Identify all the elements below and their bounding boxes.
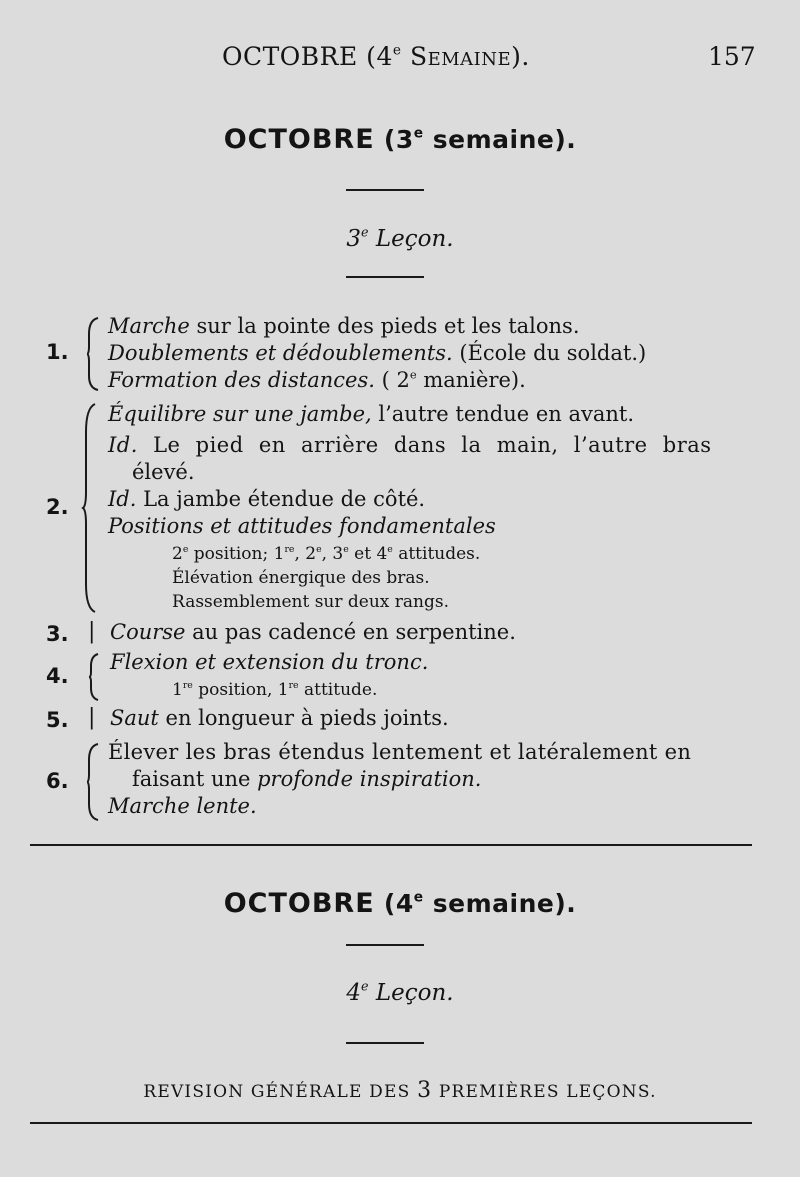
section-title-month: OCTOBRE: [223, 124, 375, 155]
sub-1-d-sup: e: [343, 544, 349, 555]
item-1-l3-end: manière).: [416, 368, 526, 392]
item-4-line-1: [110, 650, 428, 674]
revision-text-a: REVISION GÉNÉRALE DES: [143, 1082, 418, 1102]
item-1-l1-text: sur la pointe des pieds et les talons.: [189, 314, 580, 338]
sub-4-b: position, 1: [192, 680, 289, 700]
item-number-4: 4.: [46, 664, 69, 688]
item-3-l1-italic: Course: [110, 620, 186, 644]
item-2-l1-italic: Équilibre sur une jambe,: [108, 402, 372, 426]
item-2-l5-italic: Positions et attitudes fondamentales: [108, 514, 496, 538]
item-2-line-1: [108, 402, 634, 426]
item-number-3: 3.: [46, 622, 69, 646]
section-title-week: semaine).: [432, 125, 577, 154]
item-6-line-1: Élever les bras étendus lentement et latéralement en: [108, 740, 692, 764]
section-title-week3: [0, 124, 800, 155]
sub-1-c: , 2: [294, 544, 317, 564]
revision-line: [0, 1078, 800, 1103]
revision-text-b: PREMIÈRES LEÇONS.: [432, 1082, 657, 1102]
item-2-l1-text: l’autre tendue en avant.: [371, 402, 635, 426]
item-2-l4-text: La jambe étendue de côté.: [136, 487, 426, 511]
sub-4-a-sup: re: [182, 680, 193, 691]
lecon-number: 4: [346, 980, 362, 1006]
item-5-l1-italic: Saut: [110, 706, 159, 730]
sub-1-d: , 3: [321, 544, 344, 564]
sub-1-a-sup: e: [182, 544, 189, 555]
lecon-number: 3: [346, 226, 362, 252]
running-head-week: Semaine: [409, 42, 512, 71]
sub-4-c: attitude.: [298, 680, 378, 700]
item-2-line-2: [108, 433, 712, 457]
item-4-sub-1: [172, 680, 377, 700]
lecon-heading-3: [0, 226, 800, 252]
item-1-l3-text: ( 2: [374, 368, 410, 392]
item-1-line-1: [108, 314, 580, 338]
page-number: 157: [708, 42, 756, 71]
item-2-l2-italic: Id.: [108, 433, 138, 457]
running-head: [222, 42, 530, 71]
item-2-line-3: élevé.: [132, 460, 195, 484]
lecon-word: Leçon.: [375, 226, 454, 252]
item-5-bar: |: [88, 705, 96, 730]
item-2-line-5: [108, 514, 496, 538]
item-6-line-3: [108, 794, 257, 818]
sub-1-a: 2: [172, 544, 183, 564]
item-number-2: 2.: [46, 495, 69, 519]
item-1-line-2: [108, 341, 646, 365]
section-divider-rule: [30, 844, 752, 846]
item-2-l2-text: Le pied en arrière dans la main, l’autre bras: [137, 433, 712, 457]
item-6-l3-italic: Marche lente.: [108, 794, 257, 818]
item-1-l3-sup: e: [409, 367, 417, 382]
item-6-line-2: [132, 767, 481, 791]
sub-1-f: attitudes.: [392, 544, 481, 564]
bottom-rule: [30, 1122, 752, 1124]
brace-item-1: [86, 316, 100, 392]
item-5-line-1: [110, 706, 449, 730]
brace-item-6: [86, 742, 100, 822]
running-head-sup: e: [392, 42, 402, 59]
item-5-l1-text: en longueur à pieds joints.: [158, 706, 449, 730]
running-head-end: ).: [511, 42, 530, 71]
lecon-sup: e: [361, 224, 369, 240]
item-6-l2-italic: profonde inspiration.: [257, 767, 482, 791]
section-title-week4: [0, 888, 800, 919]
item-1-l2-italic: Doublements et dédoublements.: [108, 341, 453, 365]
sub-1-c-sup: e: [316, 544, 322, 555]
brace-item-2: [82, 402, 98, 614]
sub-4-a: 1: [172, 680, 183, 700]
running-head-month: OCTOBRE (4: [222, 42, 393, 71]
sub-1-b-sup: re: [284, 544, 295, 555]
section-title-open: (3: [383, 125, 414, 154]
sub-1-e: et 4: [348, 544, 388, 564]
sub-4-b-sup: re: [288, 680, 299, 691]
short-rule: [346, 189, 424, 191]
sub-1-e-sup: e: [387, 544, 393, 555]
item-2-sub-2: Élévation énergique des bras.: [172, 568, 430, 588]
item-4-l1-italic: Flexion et extension du tronc.: [110, 650, 429, 674]
item-number-1: 1.: [46, 340, 69, 364]
item-1-l3-italic: Formation des distances.: [108, 368, 375, 392]
item-1-line-3: [108, 368, 526, 392]
item-1-l2-text: (École du soldat.): [452, 341, 647, 365]
item-2-sub-1: [172, 544, 480, 564]
section-title-month: OCTOBRE: [223, 888, 375, 919]
section-title-week: semaine).: [432, 889, 577, 918]
item-6-l2-text: faisant une: [132, 767, 258, 791]
item-2-line-4: [108, 487, 425, 511]
item-1-l1-italic: Marche: [108, 314, 190, 338]
section-title-sup: e: [413, 889, 424, 906]
short-rule: [346, 276, 424, 278]
short-rule: [346, 944, 424, 946]
item-3-l1-text: au pas cadencé en serpentine.: [185, 620, 516, 644]
item-3-bar: |: [88, 619, 96, 644]
revision-number: 3: [417, 1078, 433, 1103]
item-2-l4-italic: Id.: [108, 487, 137, 511]
lecon-word: Leçon.: [375, 980, 454, 1006]
lecon-heading-4: [0, 980, 800, 1006]
item-2-sub-3: Rassemblement sur deux rangs.: [172, 592, 450, 612]
item-3-line-1: [110, 620, 516, 644]
brace-item-4: [88, 652, 100, 702]
sub-1-b: position; 1: [188, 544, 285, 564]
section-title-open: (4: [383, 889, 414, 918]
item-number-6: 6.: [46, 769, 69, 793]
section-title-sup: e: [413, 125, 424, 142]
item-number-5: 5.: [46, 708, 69, 732]
short-rule: [346, 1042, 424, 1044]
lecon-sup: e: [361, 978, 369, 994]
